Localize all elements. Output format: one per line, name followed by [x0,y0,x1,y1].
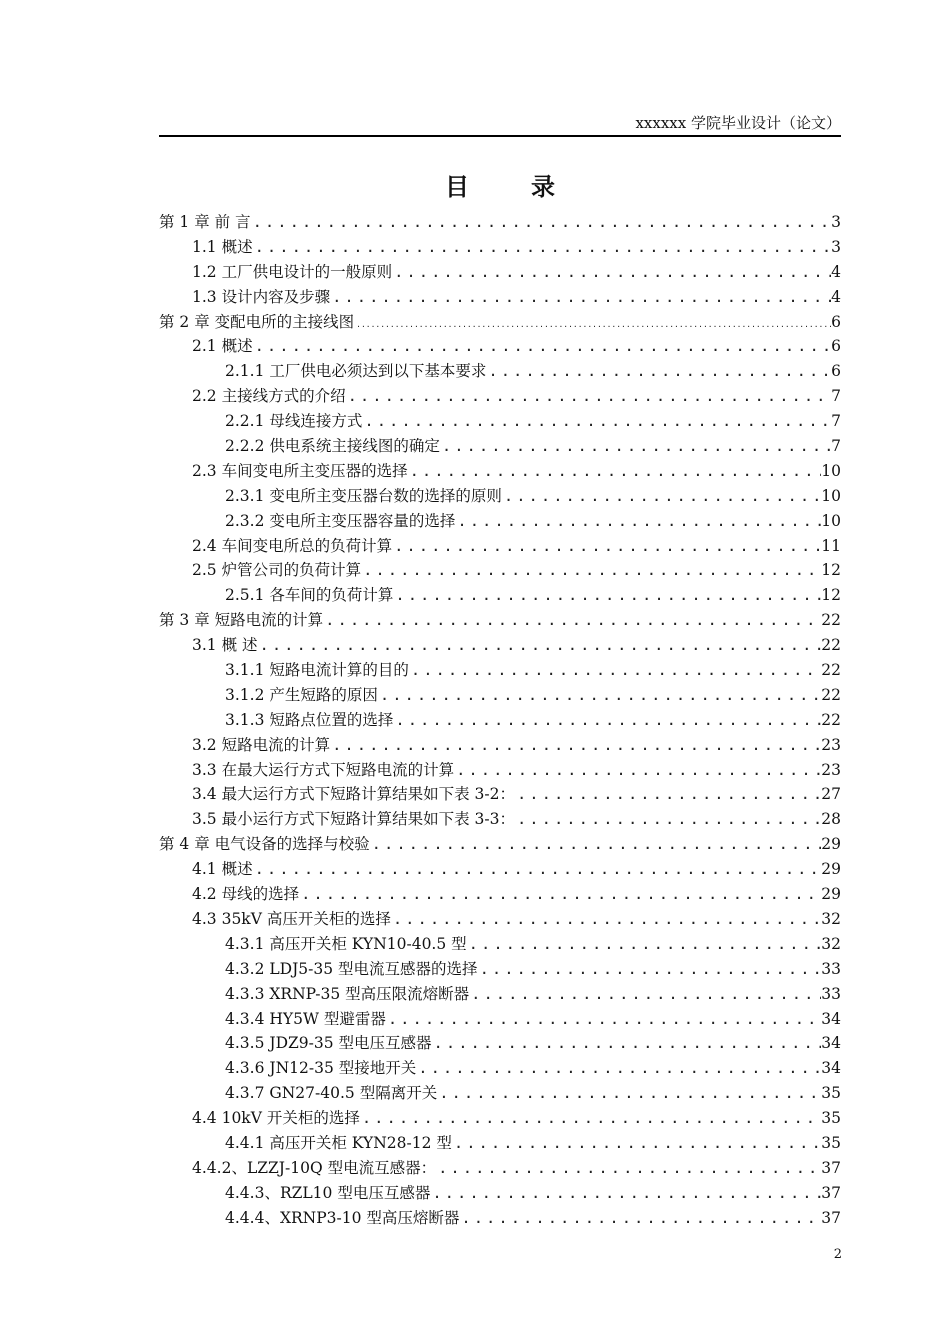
toc-entry-page: 23 [821,760,841,779]
toc-entry-title: 3.1 概 述 [192,636,258,655]
toc-leader-dots [253,334,832,359]
toc-entry[interactable] [159,534,841,559]
toc-entry-page: 3 [831,213,841,231]
toc-entry[interactable] [159,683,841,708]
toc-entry-page: 29 [821,835,841,854]
toc-entry-page: 37 [821,1158,841,1177]
toc-leader-dots [361,558,821,583]
toc-leader-dots [486,359,831,384]
toc-leader-dots [409,658,821,683]
toc-entry-title: 4.3.2 LDJ5-35 型电流互感器的选择 [225,959,478,978]
toc-entry-page: 10 [821,511,841,530]
toc-entry-title: 2.2 主接线方式的介绍 [192,387,346,406]
toc-entry-page: 6 [831,337,841,356]
toc-entry[interactable] [159,807,841,832]
toc-entry-page: 10 [821,461,841,480]
toc-leader-dots [502,484,821,509]
toc-entry-page: 12 [821,561,841,580]
toc-entry-title: 4.4.4、XRNP3-10 型高压熔断器 [225,1208,460,1227]
toc-leader-dots [393,583,821,608]
toc-entry[interactable] [159,384,841,409]
toc-leader-dots [330,285,831,310]
toc-entry-title: 4.3.4 HY5W 型避雷器 [225,1009,386,1028]
toc-entry-page: 35 [821,1109,841,1128]
toc-entry-title: 4.4.3、RZL10 型电压互感器 [225,1183,431,1202]
toc-leader-dots [386,1007,821,1032]
toc-entry[interactable] [159,434,841,459]
toc-entry[interactable] [159,583,841,608]
toc-entry-page: 35 [821,1133,841,1152]
toc-entry-page: 4 [831,287,841,306]
toc-entry-page: 22 [821,611,841,630]
toc-entry[interactable] [159,1131,841,1156]
toc-entry-title: 4.2 母线的选择 [192,885,300,904]
toc-entry[interactable] [159,957,841,982]
toc-entry-title: 4.3.7 GN27-40.5 型隔离开关 [225,1084,438,1103]
toc-entry-page: 32 [821,909,841,928]
toc-entry[interactable] [159,235,841,260]
toc-entry-title: 4.4 10kV 开关柜的选择 [192,1109,360,1128]
toc-leader-dots [391,907,821,932]
toc-entry[interactable] [159,210,841,235]
toc-entry-title: 2.2.1 母线连接方式 [225,412,363,431]
toc-entry[interactable] [159,334,841,359]
toc-entry-title: 3.3 在最大运行方式下短路电流的计算 [192,760,455,779]
toc-leader-dots [253,235,832,260]
toc-entry-page: 3 [831,237,841,256]
toc-entry-title: 2.5.1 各车间的负荷计算 [225,586,394,605]
toc-entry[interactable] [159,558,841,583]
toc-entry[interactable] [159,1056,841,1081]
toc-entry[interactable] [159,658,841,683]
toc-entry[interactable] [159,1206,841,1231]
toc-leader-dots [346,384,832,409]
toc-leader-dots [360,1106,821,1131]
toc-leader-dots [430,1181,821,1206]
toc-entry-page: 7 [831,387,841,406]
toc-leader-dots [515,782,821,807]
toc-entry[interactable] [159,1181,841,1206]
toc-leader-dots [436,1156,821,1181]
toc-entry[interactable] [159,1007,841,1032]
toc-entry-title: 2.3.1 变电所主变压器台数的选择的原则 [225,486,502,505]
toc-leader-dots [469,982,821,1007]
toc-entry[interactable] [159,509,841,534]
toc-entry-page: 7 [831,412,841,431]
toc-entry[interactable] [159,932,841,957]
toc-entry[interactable] [159,409,841,434]
toc-entry-title: 3.1.2 产生短路的原因 [225,685,378,704]
toc-entry[interactable] [159,260,841,285]
toc-entry-page: 22 [821,661,841,680]
toc-entry-page: 22 [821,636,841,655]
toc-leader-dots [416,1056,821,1081]
page-title: 目录 [445,173,617,201]
table-of-contents [159,210,841,1231]
toc-entry-title: 4.4.2、LZZJ-10Q 型电流互感器： [192,1158,437,1177]
toc-entry-title: 4.3.5 JDZ9-35 型电压互感器 [225,1034,432,1053]
toc-entry[interactable] [159,310,841,335]
toc-entry-title: 4.3.3 XRNP-35 型高压限流熔断器 [225,984,470,1003]
toc-leader-dots [478,957,822,982]
toc-leader-dots [515,807,821,832]
toc-entry-title: 4.3.1 高压开关柜 KYN10-40.5 型 [225,934,467,953]
toc-entry-page: 6 [831,312,841,331]
toc-entry[interactable] [159,484,841,509]
toc-leader-dots [323,608,821,633]
toc-entry-title: 1.1 概述 [192,237,253,256]
toc-entry-page: 4 [831,262,841,281]
toc-leader-dots [467,932,822,957]
toc-entry-page: 22 [821,710,841,729]
toc-leader-dots [330,733,821,758]
toc-leader-dots [455,509,821,534]
toc-entry-title: 3.2 短路电流的计算 [192,735,331,754]
toc-entry-title: 4.1 概述 [192,860,253,879]
toc-entry-page: 29 [821,885,841,904]
toc-leader-dots [408,459,822,484]
toc-leader-dots [459,1206,821,1231]
toc-entry-title: 第 2 章 变配电所的主接线图 [159,312,355,331]
toc-entry-page: 33 [821,959,841,978]
running-header: xxxxxx 学院毕业设计（论文） [635,114,841,132]
toc-entry-page: 37 [821,1183,841,1202]
toc-entry-title: 3.1.3 短路点位置的选择 [225,710,394,729]
toc-entry-title: 第 1 章 前 言 [159,213,251,231]
toc-entry-title: 2.3.2 变电所主变压器容量的选择 [225,511,456,530]
toc-entry[interactable] [159,882,841,907]
toc-entry-title: 2.5 炉管公司的负荷计算 [192,561,362,580]
toc-leader-dots [362,409,831,434]
toc-entry[interactable] [159,907,841,932]
toc-entry[interactable] [159,857,841,882]
toc-entry-title: 2.2.2 供电系统主接线图的确定 [225,437,440,456]
header-rule [159,135,841,137]
toc-leader-dots [437,1081,821,1106]
toc-entry[interactable] [159,1106,841,1131]
toc-entry[interactable] [159,758,841,783]
toc-entry[interactable] [159,359,841,384]
toc-entry-title: 第 3 章 短路电流的计算 [159,611,324,630]
toc-entry-title: 1.2 工厂供电设计的一般原则 [192,262,393,281]
page-number: 2 [833,1247,842,1262]
toc-entry[interactable] [159,633,841,658]
toc-entry-page: 6 [831,362,841,381]
toc-entry-title: 2.1 概述 [192,337,253,356]
toc-leader-dots [392,534,821,559]
toc-entry-page: 11 [821,536,841,555]
toc-entry-title: 第 4 章 电气设备的选择与校验 [159,835,370,854]
toc-entry[interactable] [159,459,841,484]
toc-entry-title: 3.5 最小运行方式下短路计算结果如下表 3-3： [192,810,515,829]
toc-entry-page: 28 [821,810,841,829]
toc-leader-dots [253,857,822,882]
toc-leader-dots [392,260,831,285]
toc-entry-page: 10 [821,486,841,505]
toc-entry[interactable] [159,608,841,633]
toc-entry-title: 4.4.1 高压开关柜 KYN28-12 型 [225,1133,452,1152]
toc-entry-page: 12 [821,586,841,605]
toc-entry-page: 35 [821,1084,841,1103]
toc-entry-title: 3.4 最大运行方式下短路计算结果如下表 3-2： [192,785,515,804]
toc-entry-page: 34 [821,1059,841,1078]
toc-entry-title: 2.4 车间变电所总的负荷计算 [192,536,393,555]
toc-leader-dots [258,633,822,658]
toc-entry[interactable] [159,1156,841,1181]
toc-entry-title: 2.1.1 工厂供电必须达到以下基本要求 [225,362,487,381]
toc-leader-dots [454,758,821,783]
toc-entry[interactable] [159,982,841,1007]
toc-entry[interactable] [159,1081,841,1106]
toc-entry-title: 1.3 设计内容及步骤 [192,287,331,306]
toc-entry[interactable] [159,285,841,310]
toc-entry-title: 3.1.1 短路电流计算的目的 [225,661,409,680]
toc-entry-page: 37 [821,1208,841,1227]
toc-leader-dots [251,210,832,235]
toc-entry-page: 22 [821,685,841,704]
toc-leader-dots [299,882,821,907]
toc-entry-page: 7 [831,437,841,456]
toc-entry-page: 29 [821,860,841,879]
toc-entry-page: 32 [821,934,841,953]
toc-leader-dots [440,434,831,459]
toc-entry-title: 4.3.6 JN12-35 型接地开关 [225,1059,417,1078]
toc-entry-title: 4.3 35kV 高压开关柜的选择 [192,909,391,928]
toc-entry-page: 27 [821,785,841,804]
toc-leader-dots [378,683,821,708]
toc-leader-dots [393,708,821,733]
toc-entry[interactable] [159,733,841,758]
toc-entry-page: 34 [821,1034,841,1053]
toc-entry[interactable] [159,708,841,733]
toc-entry-page: 34 [821,1009,841,1028]
toc-entry[interactable] [159,832,841,857]
toc-entry-title: 2.3 车间变电所主变压器的选择 [192,461,408,480]
toc-entry[interactable] [159,782,841,807]
toc-leader-dots [452,1131,821,1156]
toc-entry-page: 23 [821,735,841,754]
toc-leader-dots [432,1031,822,1056]
toc-entry-page: 33 [821,984,841,1003]
toc-leader-dots [370,832,822,857]
toc-entry[interactable] [159,1031,841,1056]
